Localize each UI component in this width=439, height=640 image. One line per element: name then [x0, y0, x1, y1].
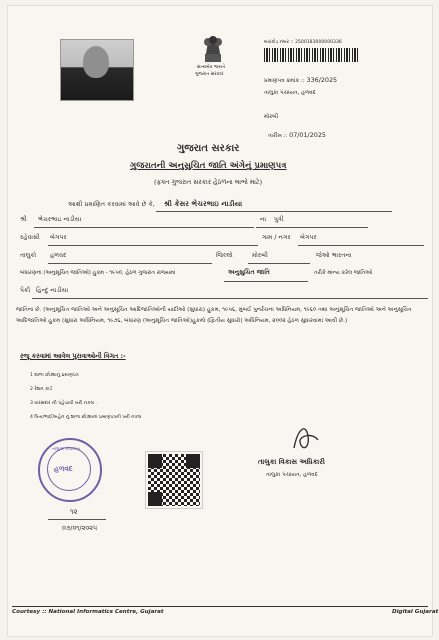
cert-number: 336/2025 — [306, 76, 338, 84]
district-label: જિલ્લો — [216, 252, 233, 259]
gov-title: ગુજરાત સરકાર — [177, 143, 240, 154]
taluka-value: હળવદ — [50, 252, 67, 259]
document-item: 2 રેશન કાર્ડ — [30, 387, 53, 392]
qr-code — [146, 452, 202, 508]
footer-brand: Digital Gujarat — [392, 609, 439, 615]
footer-courtesy: Courtesy :: National Informatics Centre, Gujarat — [12, 609, 164, 615]
footer-divider — [12, 606, 428, 607]
caste-value: હિન્દુ નાડીયા — [36, 287, 69, 294]
office-seal-icon — [38, 438, 102, 502]
residence-label: રહેવાસી — [20, 234, 40, 241]
town-value: બેગપર — [300, 234, 317, 241]
date-label: તારીખ :: — [268, 133, 288, 139]
state-text: જેઓ ભારતના — [316, 252, 352, 259]
town-label: ગામ / નગર — [262, 234, 291, 241]
handwritten-number: ૧૨ — [70, 508, 78, 516]
father-name: ભેચરભાઇ નાડીયા — [38, 216, 82, 223]
relation-value: પુત્રી — [274, 216, 284, 223]
date-row — [268, 131, 326, 140]
village-value: બેગપર — [50, 234, 67, 241]
certify-text: આથી પ્રમાણિત કરવામાં આવે છે કે, — [68, 201, 155, 208]
issue-date: 07/01/2025 — [289, 131, 326, 139]
cert-number-row — [264, 76, 337, 85]
signature-icon — [284, 418, 324, 458]
barcode — [264, 48, 360, 62]
order-text: બંધારણના (અનુસૂચિત જાતિઓ) હુકમ - ૧૯૫૦, હેઠળ ગુજરાત રાજ્યમાં — [20, 270, 176, 276]
taluka-label: તાલુકો — [20, 252, 37, 259]
row2-prefix: શ્રી — [20, 216, 27, 223]
header-office: તાલુકા પંચાયત, હળવદ — [264, 90, 316, 96]
cert-number-label: પ્રમાણપત્ર ક્રમાંક :: — [264, 78, 305, 84]
document-item: 1 શાળા છોડ્યાનુ પ્રમાણપત્ર — [30, 373, 79, 378]
signature-designation: તાલુકા વિકાસ અધિકારી — [258, 458, 325, 466]
certificate-page — [8, 6, 439, 636]
emblem-caption-2: ગુજરાત સરકાર — [195, 72, 224, 77]
district-value: મોરબી — [252, 252, 268, 259]
legal-paragraph: જાતિના છે. (અનુસૂચિત જાતિઓ અને અનુસૂચિત આદિજાતિઓની યાદીઓ (સુધારા) હુકમ, ૧૯૫૬, મુંબઈ પુનર્રચના અધિનિયમ, ૧૯૬૦ તથા અનુસૂચિત જાતિઓ અને અનુસૂચિત આદિજાતિઓ હુકમ (સુધારા અધિનિયમ, ૧૯૭૬, બંધારણ (અનુસૂચિત જાતિઓ)હુકમો (દ્વિતીય સુધારો) અધિનિયમ, ૨૦૦૨ હેઠળ સુધારવામાં આવી છે.) — [16, 307, 412, 324]
sub-title: (ફક્ત ગુજરાત સરકાર હેઠળના લાભો માટે) — [154, 178, 263, 186]
main-title: ગુજરાતની અનુસુચિત જાતિ અંગેનું પ્રમાણપત્ર — [130, 161, 287, 171]
seal-line-1: તાલુકા પંચાયત — [52, 447, 81, 452]
caste-label: પૈકી — [20, 287, 31, 294]
applicant-photo — [60, 39, 134, 101]
document-item: 4 પિતા/ભાઈ/બહેન નુ શાળા છોડ્યાનાં પ્રમાણપત્રની ખરી નકલ — [30, 415, 142, 420]
emblem-caption: સત્યમેવ જયતે — [197, 65, 226, 70]
header-place: મોરબી — [264, 114, 279, 120]
relation-label: ના — [260, 216, 267, 223]
seal-line-2: હળવદ — [54, 465, 73, 473]
barcode-text: બારકોડ નંબર :: 2500183000000336 — [264, 40, 342, 45]
handwritten-date: ૦૭/૦૧/૨૦૨૫ — [62, 524, 98, 532]
signature-office: તાલુકા પંચાયત, હળવદ — [266, 472, 318, 478]
document-item: 3 વારસદાર ની પહેચાવી ખરી નકલ . — [30, 401, 97, 406]
documents-title: રજૂ કરવામાં આવેલ પુરાવાઓની વિગત :- — [20, 352, 126, 360]
caste-type: અનુસુચિત જાતિ — [228, 269, 270, 276]
order-tail: તરીકે માન્ય કરેલ જાતિઓ — [314, 270, 373, 276]
applicant-name: શ્રી કેસર ભેચરભાઇ નાડીયા — [164, 199, 243, 208]
